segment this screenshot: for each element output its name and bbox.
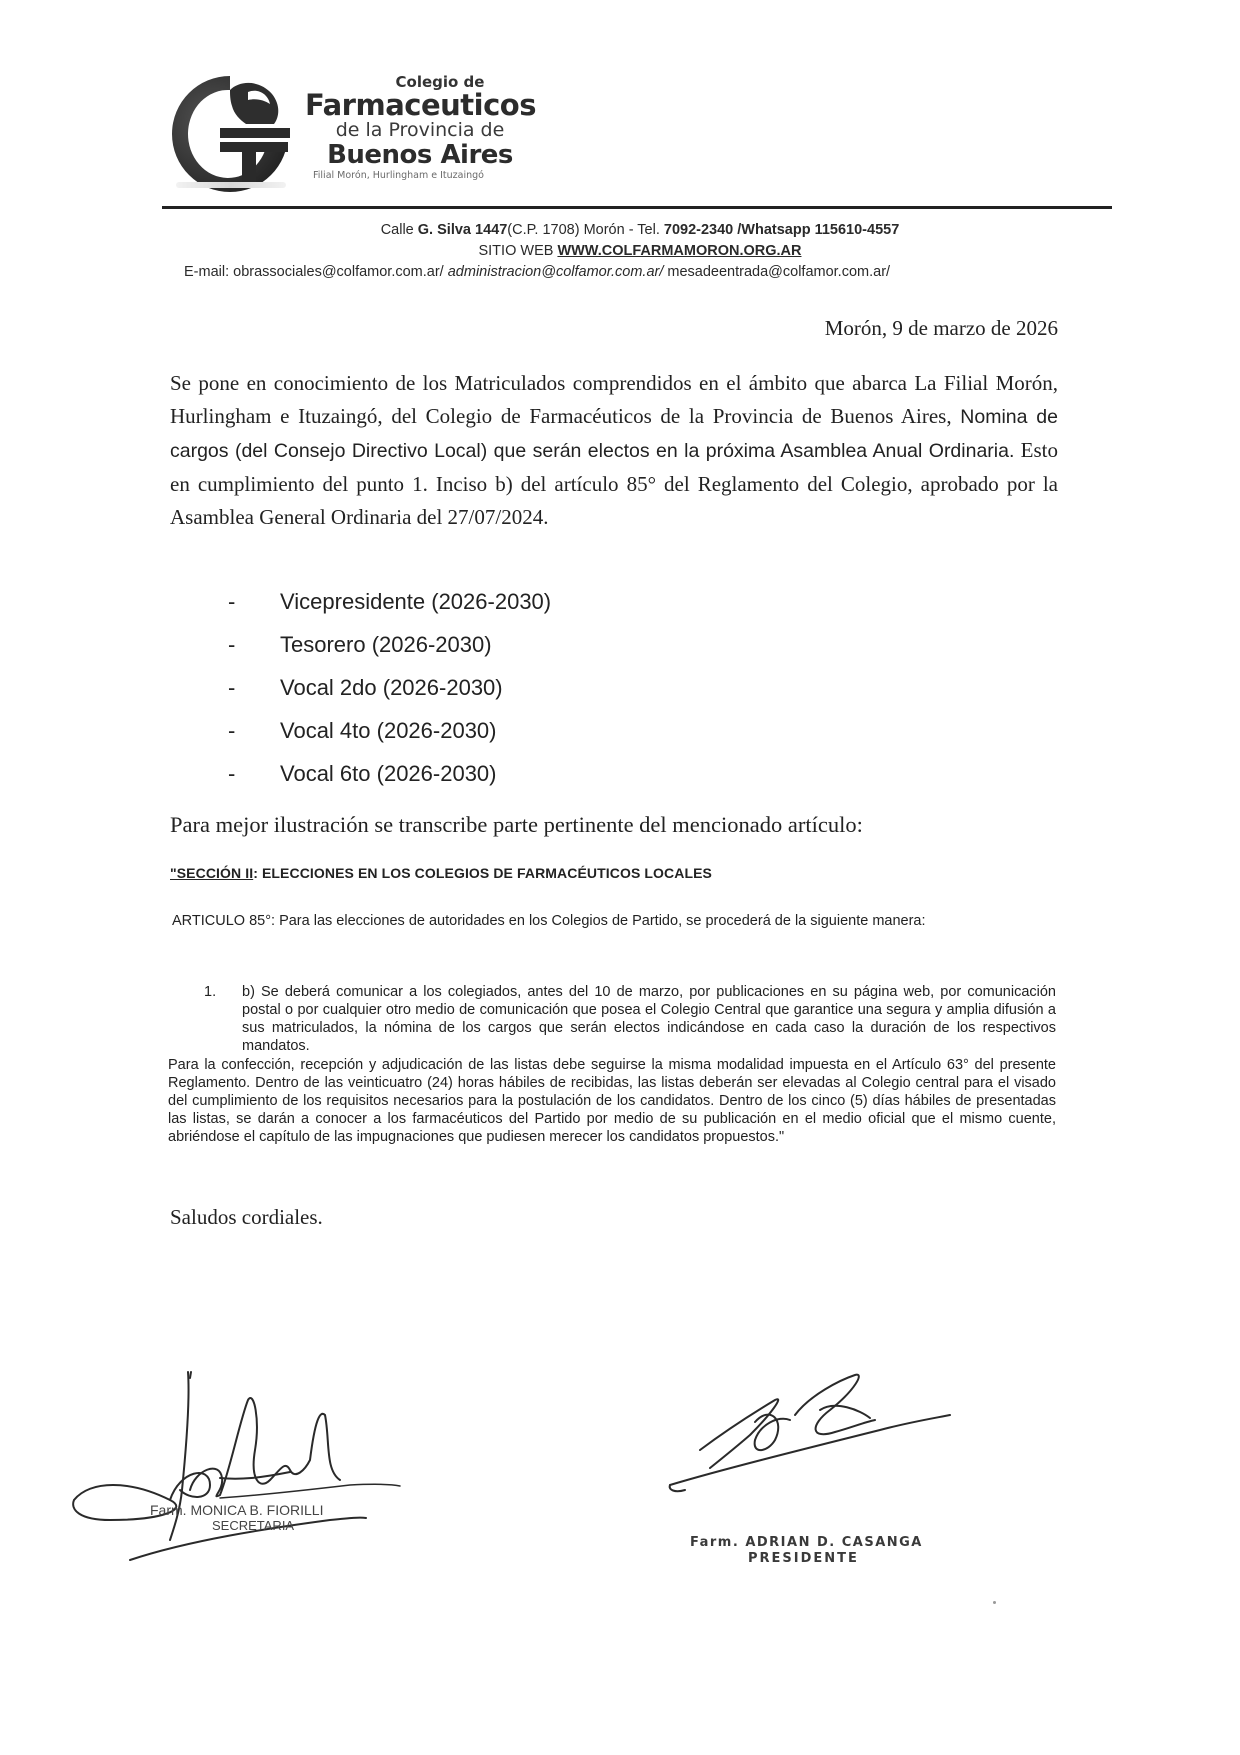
list-item (200, 752, 551, 795)
address-prefix: Calle (380, 222, 418, 238)
signer-right-name: Farm. ADRIAN D. CASANGA (690, 1535, 923, 1550)
handwritten-signature-icon (660, 1360, 980, 1560)
closing-greeting: Saludos cordiales. (170, 1205, 323, 1229)
pharmacy-college-emblem-icon (168, 72, 292, 196)
list-bullet: - (228, 718, 236, 743)
section-title (170, 865, 712, 881)
website-link[interactable]: WWW.COLFARMAMORON.ORG.AR (557, 243, 802, 259)
cargo-label: Vocal 6to (2026-2030) (280, 761, 497, 786)
numbered-item (204, 983, 1056, 1055)
cargo-label: Vocal 2do (2026-2030) (280, 675, 503, 700)
email-administracion[interactable]: administracion@colfamor.com.ar/ (447, 264, 664, 280)
email-mesa-entrada[interactable]: mesadeentrada@colfamor.com.ar/ (663, 264, 891, 280)
list-item (200, 580, 551, 623)
scan-speck (993, 1601, 996, 1604)
list-bullet: - (228, 589, 236, 614)
email-obras-sociales[interactable]: obrassociales@colfamor.com.ar/ (233, 264, 448, 280)
cargos-list (200, 580, 551, 795)
address-street: G. Silva 1447 (417, 222, 508, 238)
cargo-label: Tesorero (2026-2030) (280, 632, 492, 657)
list-bullet: - (228, 675, 236, 700)
cargo-label: Vocal 4to (2026-2030) (280, 718, 497, 743)
logo-shadow (176, 182, 286, 188)
section-title-rest: : ELECCIONES EN LOS COLEGIOS DE FARMACÉUTICOS LOCALES (253, 865, 712, 881)
transcribe-intro: Para mejor ilustración se transcribe parte pertinente del mencionado artículo: (170, 812, 863, 837)
signer-left-role: SECRETARIA (212, 1518, 295, 1533)
email-line (160, 262, 1120, 283)
list-item (200, 666, 551, 709)
address-line (160, 220, 1120, 241)
header-divider (162, 206, 1112, 209)
signer-left-name: Farm. MONICA B. FIORILLI (150, 1502, 324, 1518)
confeccion-paragraph: Para la confección, recepción y adjudicación de las listas debe seguirse la misma modalidad impuesta en el Artículo 63° del presente Reglamento. Dentro de las veinticuatro (24) horas hábiles de recibidas, las listas deberán ser elevadas al Colegio central para el visado del cumplimiento de los requisitos necesarios para la postulación de los candidatos. Dentro de los cinco (5) días hábiles de presentadas las listas, se darán a conocer a los farmacéuticos del Partido por medio de su publicación en el medio oficial que el mismo cuente, abriéndose el capítulo de las impugnaciones que pudiesen merecer los candidatos propuestos." (168, 1057, 1056, 1145)
intro-text-cargos: Nomina de cargos (del Consejo Directivo Local) que serán electos en la próxima Asamblea Anual Ordinaria. (170, 406, 1058, 462)
brand-line-colegio: Colegio de (395, 73, 485, 91)
item-text: b) Se deberá comunicar a los colegiados, antes del 10 de marzo, por publicaciones en su página web, por comunicación postal o por cualquier otro medio de comunicación que posea el Colegio Central que garantice una segura y amplia difusión a sus matriculados, la nómina de los cargos que serán electos indicándose en cada caso la duración de los respectivos mandatos. (242, 984, 1056, 1054)
phone-numbers: 7092-2340 /Whatsapp 115610-4557 (663, 222, 900, 238)
list-bullet: - (228, 632, 236, 657)
intro-paragraph (170, 367, 1058, 534)
email-label: E-mail: (184, 264, 234, 280)
item-number: 1. (204, 984, 217, 1000)
handwritten-signature-icon (70, 1360, 410, 1570)
website-line (160, 241, 1120, 262)
intro-text-2: Esto en cumplimiento del punto 1. Inciso b) del artículo 85° del Reglamento del Colegio, aprobado por la Asamblea General Ordinaria del 27/07/2024. (170, 438, 1058, 529)
brand-line-provincia: de la Provincia de (335, 119, 505, 141)
section-title-underlined: "SECCIÓN II (170, 865, 254, 881)
website-label: SITIO WEB (478, 243, 558, 259)
brand-line-filial: Filial Morón, Hurlingham e Ituzaingó (313, 170, 484, 181)
articulo-85-text: ARTICULO 85°: Para las elecciones de autoridades en los Colegios de Partido, se procederá de la siguiente manera: (172, 913, 926, 929)
contact-block (160, 220, 1120, 283)
document-date: Morón, 9 de marzo de 2026 (824, 316, 1058, 340)
brand-line-farmaceuticos: Farmaceuticos (305, 88, 536, 122)
list-item (200, 623, 551, 666)
address-postal: (C.P. 1708) Morón - Tel. (507, 222, 664, 238)
signer-right-role: PRESIDENTE (748, 1551, 859, 1566)
list-item (200, 709, 551, 752)
intro-text-1: Se pone en conocimiento de los Matriculados comprendidos en el ámbito que abarca La Filial Morón, Hurlingham e Ituzaingó, del Colegio de Farmacéuticos de la Provincia de Buenos Aires, (170, 371, 1058, 428)
brand-wordmark (305, 74, 535, 183)
list-bullet: - (228, 761, 236, 786)
brand-line-buenos-aires: Buenos Aires (327, 140, 513, 170)
cargo-label: Vicepresidente (2026-2030) (280, 589, 552, 614)
